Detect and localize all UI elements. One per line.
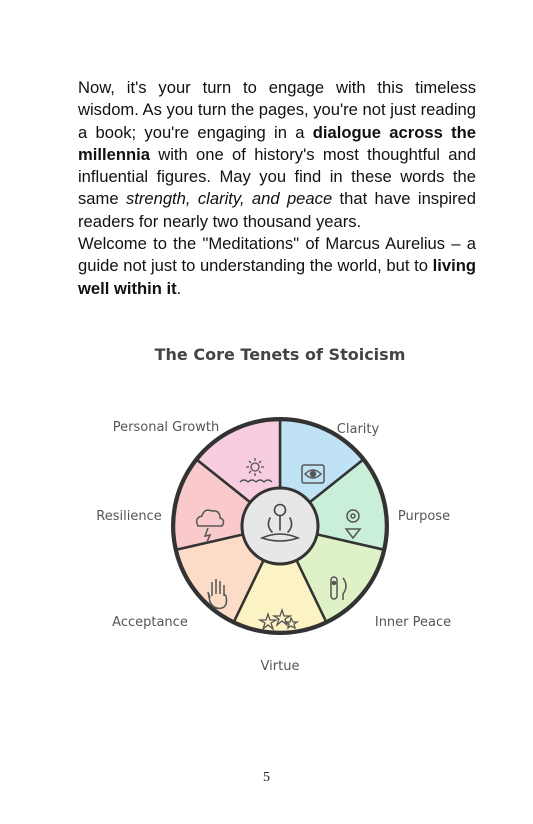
text-run: with one of history's most thoughtful and influential figures. May you find in these words the same	[78, 144, 476, 209]
stoicism-diagram	[0, 330, 533, 690]
text-run: Now, it's your turn to engage with this timeless wisdom. As you turn the pages, you're not just reading a book; you're engaging in a	[78, 78, 476, 142]
bold-phrase: living well within it	[78, 256, 476, 298]
diagram-title: The Core Tenets of Stoicism	[154, 345, 406, 364]
body-text	[78, 77, 476, 300]
label-personal-growth: Personal Growth	[112, 420, 220, 435]
label-clarity: Clarity	[336, 422, 380, 437]
label-purpose: Purpose	[397, 509, 451, 524]
bold-phrase: dialogue across the millennia	[78, 122, 476, 164]
label-resilience: Resilience	[96, 509, 162, 524]
label-inner-peace: Inner Peace	[374, 615, 452, 630]
label-acceptance: Acceptance	[112, 615, 188, 630]
text-run: that have inspired readers for nearly two thousand years.	[78, 189, 476, 231]
italic-phrase: strength, clarity, and peace	[125, 189, 333, 209]
page-number: 5	[263, 770, 270, 785]
text-run: .	[176, 278, 182, 298]
label-virtue: Virtue	[260, 659, 300, 674]
text-run: Welcome to the "Meditations" of Marcus Aurelius – a guide not just to understanding the world, but to	[78, 234, 476, 276]
